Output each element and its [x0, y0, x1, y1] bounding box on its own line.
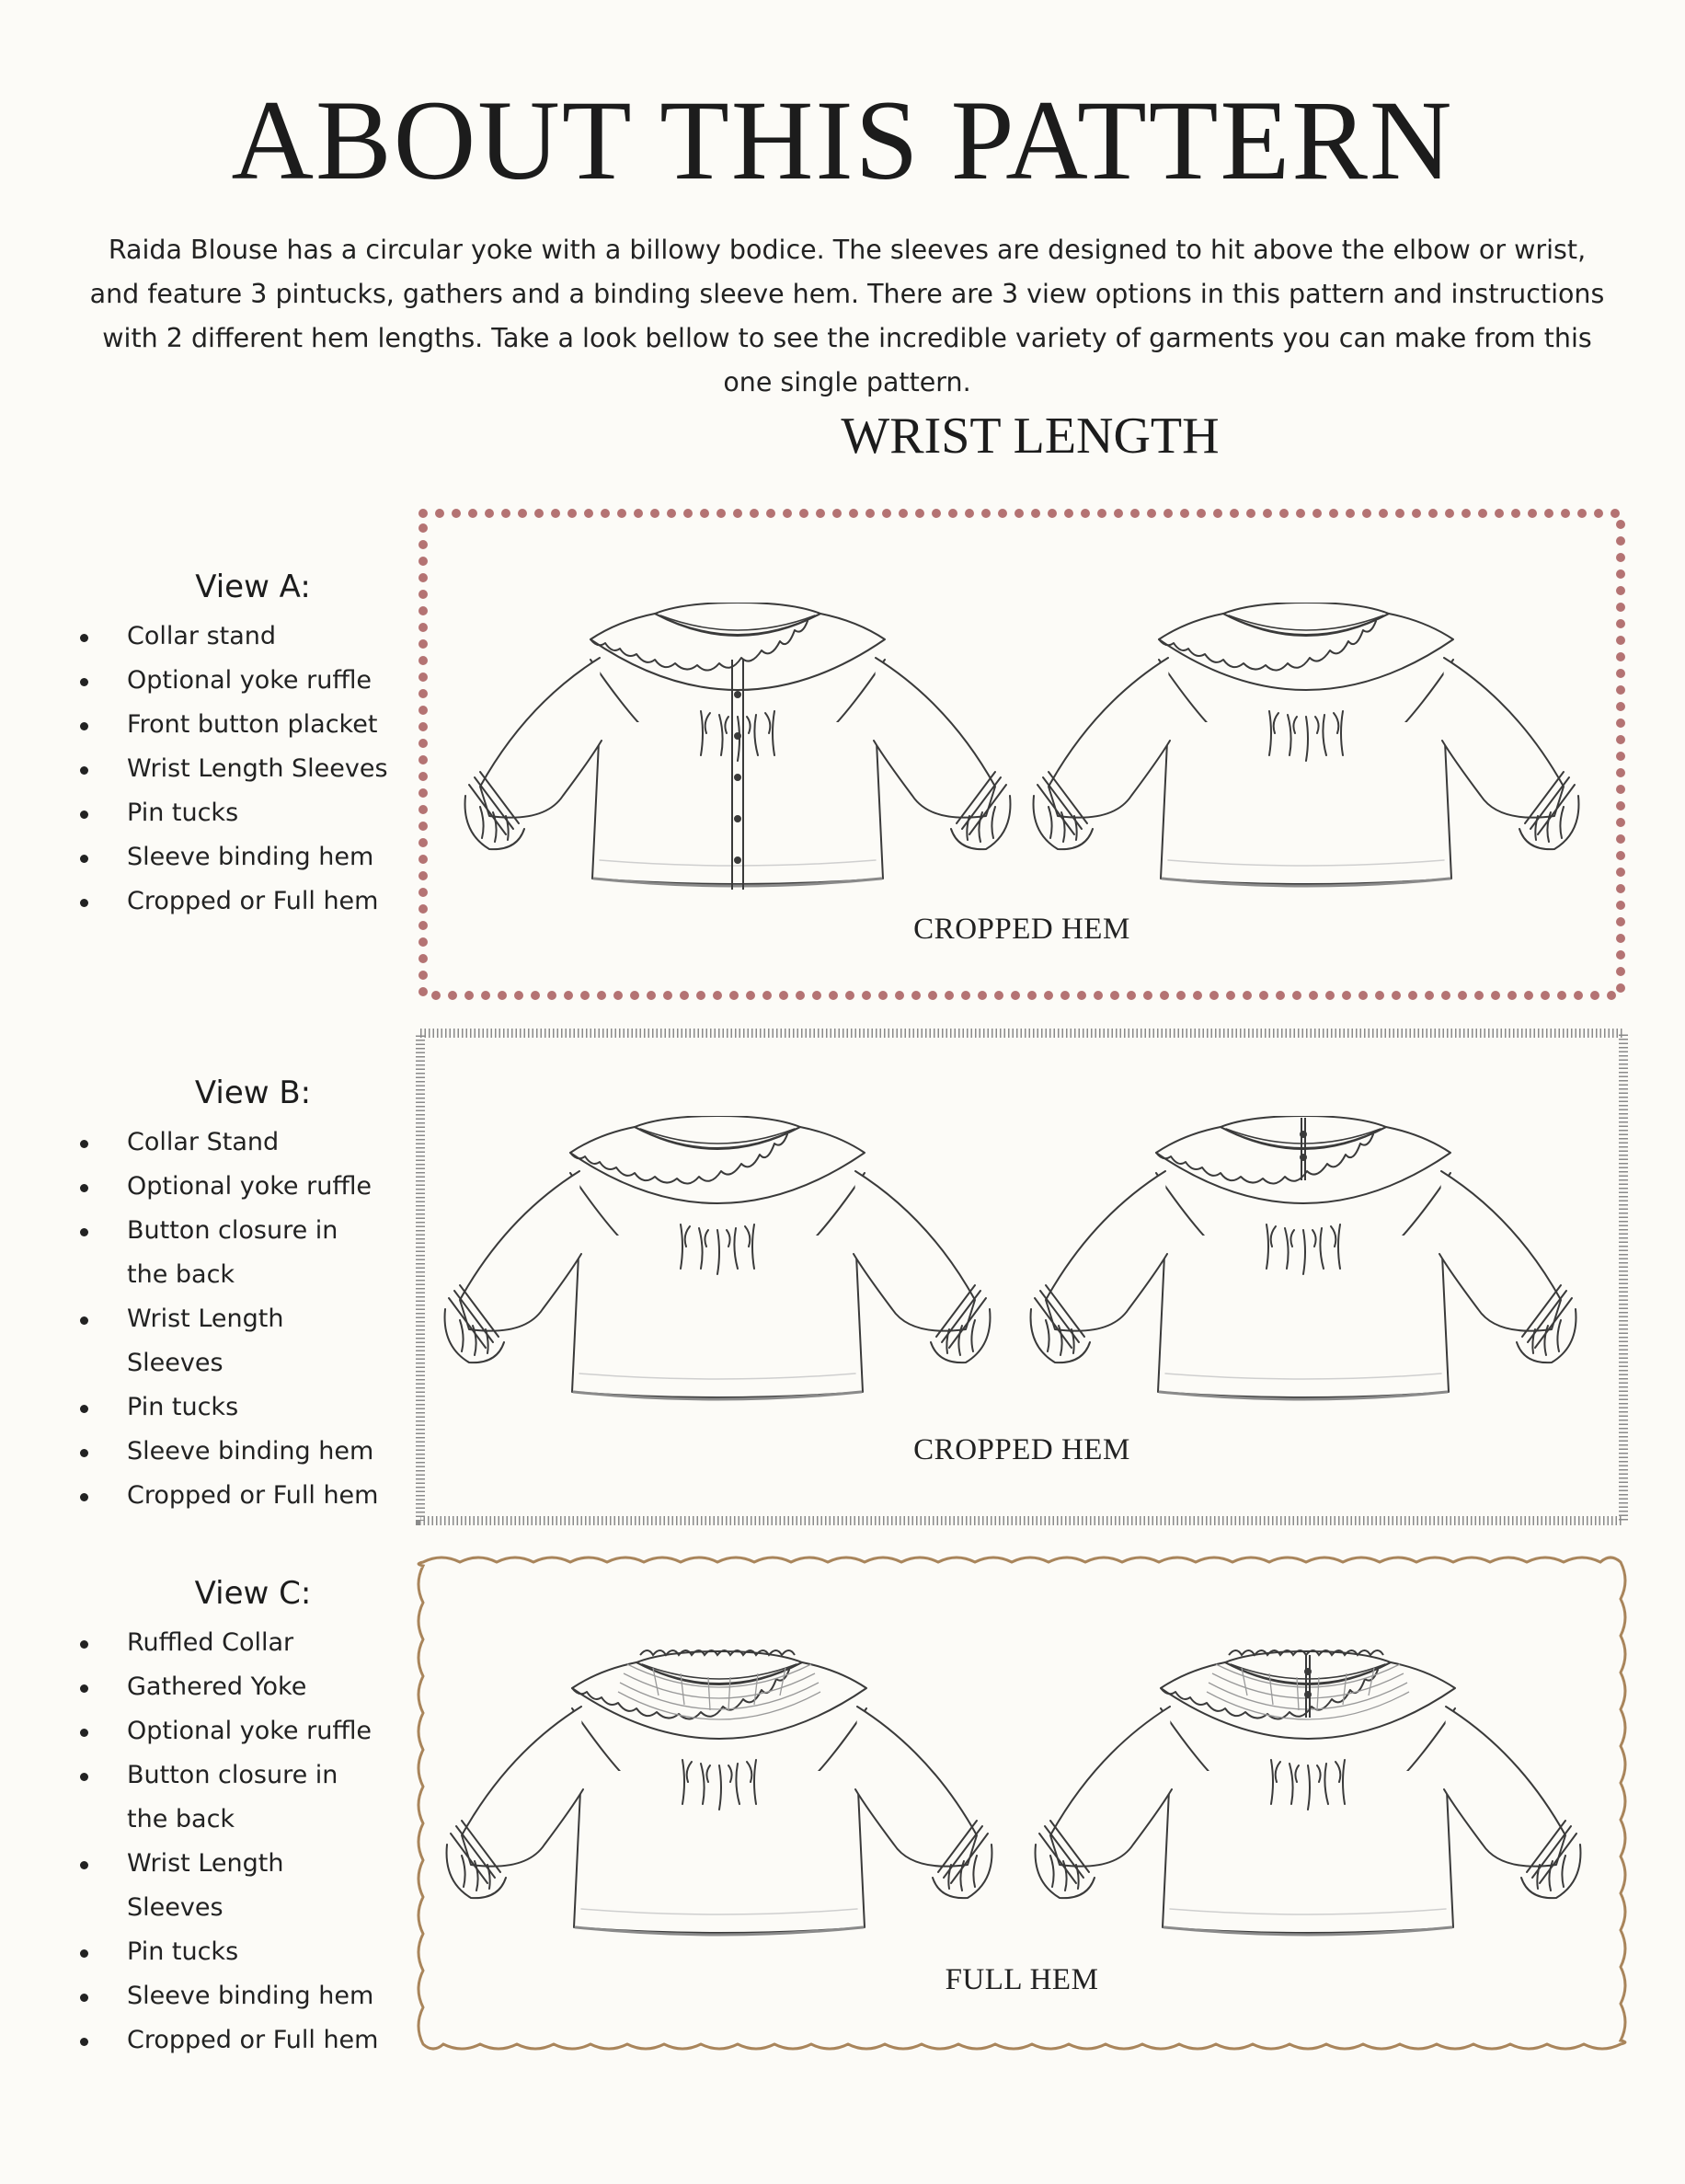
view-c-back-drawing	[1032, 1642, 1584, 1955]
view-b-heading: View B:	[194, 1075, 312, 1111]
list-item: Sleeve binding hem	[64, 835, 405, 879]
view-a-frame	[416, 506, 1628, 1003]
list-item: Pin tucks	[64, 791, 405, 835]
view-c-heading: View C:	[194, 1575, 312, 1612]
list-item: Sleeve binding hem	[64, 1430, 386, 1474]
list-item: Cropped or Full hem	[64, 1474, 386, 1518]
list-item: Gathered Yoke	[64, 1665, 386, 1709]
list-item: Optional yoke ruffle	[64, 1709, 386, 1753]
view-a-heading: View A:	[195, 569, 311, 605]
view-a-features	[64, 615, 405, 924]
list-item: Cropped or Full hem	[64, 2018, 386, 2063]
view-a-hem-label: CROPPED HEM	[913, 913, 1130, 946]
list-item: Button closure in the back	[64, 1209, 386, 1297]
view-b-front-drawing	[441, 1116, 993, 1420]
list-item: Wrist Length Sleeves	[64, 747, 405, 791]
list-item: Pin tucks	[64, 1930, 386, 1974]
view-c-frame	[416, 1555, 1628, 2052]
view-a-back-drawing	[1030, 603, 1582, 906]
list-item: Collar Stand	[64, 1121, 386, 1165]
view-c-front-drawing	[443, 1642, 995, 1955]
list-item: Sleeve binding hem	[64, 1974, 386, 2018]
view-b-hem-label: CROPPED HEM	[913, 1433, 1130, 1466]
list-item: Optional yoke ruffle	[64, 1165, 386, 1209]
intro-paragraph: Raida Blouse has a circular yoke with a billowy bodice. The sleeves are designed to hit above the elbow or wrist, and feature 3 pintucks, gathers and a binding sleeve hem. There are 3 view options in this pattern and instructions with 2 different hem lengths. Take a look bellow to see the incredible variety of garments you can make from this one single pattern.	[89, 235, 1605, 397]
list-item: Cropped or Full hem	[64, 879, 405, 924]
view-a-list	[64, 569, 405, 924]
view-b-back-drawing	[1027, 1116, 1579, 1420]
list-item: Collar stand	[64, 615, 405, 659]
section-title: WRIST LENGTH	[841, 408, 1220, 465]
view-b-list	[64, 1075, 405, 1518]
view-a-front-drawing	[462, 603, 1014, 906]
list-item: Wrist Length Sleeves	[64, 1297, 386, 1385]
list-item: Optional yoke ruffle	[64, 659, 405, 703]
view-c-features	[64, 1621, 386, 2063]
list-item: Pin tucks	[64, 1385, 386, 1430]
page-title: ABOUT THIS PATTERN	[231, 77, 1454, 203]
view-c-hem-label: FULL HEM	[945, 1963, 1099, 1996]
list-item: Ruffled Collar	[64, 1621, 386, 1665]
list-item: Button closure in the back	[64, 1753, 386, 1842]
list-item: Front button placket	[64, 703, 405, 747]
view-b-features	[64, 1121, 386, 1518]
view-b-frame	[416, 1029, 1628, 1525]
view-c-list	[64, 1575, 405, 2063]
list-item: Wrist Length Sleeves	[64, 1842, 386, 1930]
